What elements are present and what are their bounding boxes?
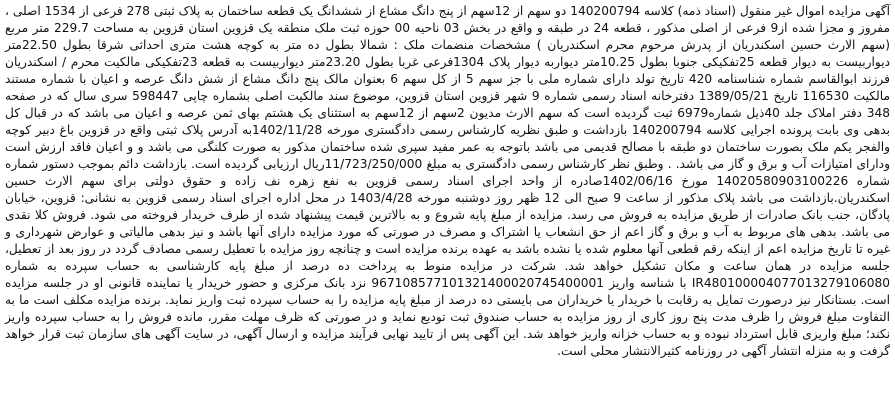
notice-body-text: آگهی مزایده اموال غیر منقول (اسناد ذمه) کلاسه 140200794 دو سهم از 12سهم از پنج دانگ مشاع از ششدانگ یک قطعه ساختمان به پلاک ثبتی 278 فرعی از 1534 اصلی ، مفروز و مجزا شده از9 فرعی از اصلی مذکور ، قطعه 24 در طبقه و واقع در بخش 03 ناحیه 00 حوزه ثبت ملک منطقه یک قزوین استان قزوین به مساحت 229.7 متر مربع (سهم الارث حسین اسکندریان از پدرش مرحوم محرم اسکندریان ) مشخصات منضمات ملک : شمالا بطول ده متر به کوچه هشت متری احداثی شرقا بطول 22.50متر دیواربیست به دیوار قطعه 25تفکیکی جنوبا بطول 10.25متر دیواربه دیوار پلاک 1304فرعی غربا بطول 23.20متر دیواربیست به قطعه 23تفکیکی مالکیت محرم / اسکندریان فرزند ابوالقاسم شماره شناسنامه 420 تاریخ تولد دارای شماره ملی با جز سهم 5 از کل سهم 6 بعنوان مالک پنج دانگ مشاع از شش دانگ عرصه و اعیان با شماره مستند مالکیت 116530 تاریخ 1389/05/21 دفترخانه اسناد رسمی شماره 9 شهر قزوین استان قزوین، موضوع سند مالکیت اصلی بشماره چاپی 598447 سری سال که در صفحه 348 دفتر املاک جلد 40ذیل شماره6979 ثبت گردیده است که سهم الارث مدیون 2سهم از 12سهم به استثنای یک هشتم بهای ثمن عرصه و اعیان می باشد که در قبال کل بدهی وی بابت پرونده اجرایی کلاسه 140200794 بازداشت و طبق نظریه کارشناس رسمی دادگستری مورخه 1402/11/28به آدرس پلاک ثبتی واقع در قزوین باغ دبیر کوچه والفجر یکم ملک بصورت ساختمان دو طبقه با مصالح قدیمی می باشد باتوجه به عمر مفید سپری شده ساختمان مذکور به صورت کلنگی می باشد و و اعیان فاقد ارزش است ودارای امتیازات آب و برق و گاز می باشد. . وطبق نظر کارشناس رسمی دادگستری به مبلغ 11/723/250/000ریال ارزیابی گردیده است. بازداشت دائم بموجب دستور شماره شماره 14020580903100226 مورخ 1402/06/16صادره از واحد اجرای اسناد رسمی قزوین به نفع زهره نف زاده و حقوق دولتی برای سهم الارث حسین اسکندریان.بازداشت می باشد پلاک مذکور از ساعت 9 صبح الی 12 ظهر روز دوشنبه مورخه 1403/4/28 در محل اداره اجرای اسناد رسمی قزوین به نشانی: قزوین، خیابان پادگان، جنب بانک صادرات از طریق مزایده به فروش می رسد. مزایده از مبلغ پایه شروع و به بالاترین قیمت پیشنهاد شده از طرف خریدار فروخته می شود. فروش کلا نقدی می باشد. بدهی های مربوط به آب و برق و گاز اعم از حق انشعاب یا اشتراک و مصرف در صورتی که مورد مزایده دارای آنها باشد و نیز بدهی مالیاتی و عوارض شهرداری و غیره تا تاریخ مزایده اعم از اینکه رقم قطعی آنها معلوم شده یا نشده باشد به عهده برنده مزایده است و چنانچه روز مزایده با تعطیل رسمی مصادف گردد در روز بعد از تعطیل، جلسه مزایده در همان ساعت و مکان تشکیل خواهد شد. شرکت در مزایده منوط به پرداخت ده درصد از مبلغ پایه کارشناسی به حساب سپرده به شماره IR480100004077013279106080 با شناسه واریز 967108577101321400020745400001 نزد بانک مرکزی و حضور خریدار یا نماینده قانونی او در جلسه مزایده است. بستانکار نیز درصورت تمایل به رقابت با خریدار یا خریداران می بایستی ده درصد از مبلغ پایه مزایده را به حساب سپرده ثبت واریز نماید. برنده مزایده مکلف است ما به التفاوت مبلغ فروش را ظرف مدت پنج روز کاری از روز مزایده به حساب صندوق ثبت تودیع نماید و در صورتی که ظرف مهلت مقرر، مانده فروش را به حساب سپرده واریز نکند؛ مبلغ واریزی قابل استرداد نبوده و به حساب خزانه واریز خواهد شد. این آگهی پس از تایید نهایی فرآیند مزایده و ارسال آگهی، در سایت آگهی های سازمان ثبت قرار خواهد گرفت و به منزله انتشار آگهی در روزنامه کثیرالانتشار محلی است. [5,4,891,358]
